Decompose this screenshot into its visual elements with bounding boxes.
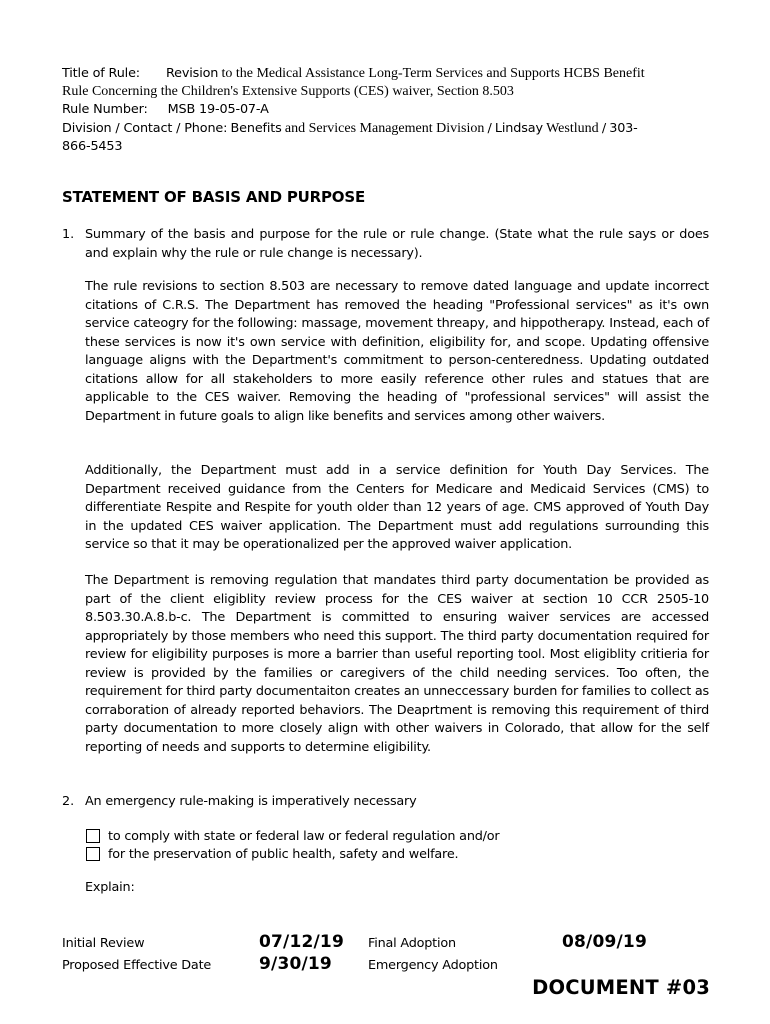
phone-continued [62,137,712,156]
initial-review-label: Initial Review [62,936,145,951]
checkbox-public-health[interactable] [86,847,100,861]
emergency-adoption-label: Emergency Adoption [368,958,498,973]
final-adoption-label: Final Adoption [368,936,456,951]
item2-number: 2. [62,794,75,809]
contact-last-name: Westlund [546,121,599,136]
division-name: and Services Management Division [284,121,485,136]
document-id: DOCUMENT #03 [532,976,710,999]
division-separator: / [487,121,492,136]
item1-number: 1. [62,227,75,242]
section-heading: STATEMENT OF BASIS AND PURPOSE [62,188,366,206]
division-label: Division / Contact / Phone: [62,121,228,136]
phone-part1: 303- [609,121,638,136]
item1-paragraph-3: The Department is removing regulation that mandates third party documentation be provided as part of the client eligiblity review process for the CES waiver at section 10 CCR 2505-10 8.503.30.A.8.b-c. The Department is committed to ensuring waiver services are accessed appropriately by those members who need this support. The third party documentation required for review for eligibility purposes is more a barrier than useful reporting tool. Most eligiblity critieria for review is provided by the families or caregivers of the child needing services. Too often, the requirement for third party documentaiton creates an unneccessary burden for families to collect as corraboration of already reported behaviors. The Deaprtment is removing this requirement of third party documentation to more closely align with other waivers in Colorado, that allow for the self reporting of needs and supports to determine eligibility. [85,573,709,755]
title-of-rule [62,64,712,83]
emergency-option-law[interactable] [86,827,499,845]
item1-question: Summary of the basis and purpose for the rule or rule change. (State what the rule says or does and explain why the rule or rule change is necessary). [85,227,709,261]
initial-review-date: 07/12/19 [259,932,344,952]
checkbox-public-health-label: for the preservation of public health, safety and welfare. [108,846,459,862]
phone-part2: 866-5453 [62,139,123,154]
item1-paragraph-2: Additionally, the Department must add in a service definition for Youth Day Services. The Department received guidance from the Centers for Medicare and Medicaid Services (CMS) to differentiate Respite and Respite for youth older than 12 years of age. CMS approved of Youth Day in the updated CES waiver application. The Department must add regulations surrounding this service so that it may be operationalized per the approved waiver application. [85,463,709,552]
proposed-effective-label: Proposed Effective Date [62,958,212,973]
phone-separator: / [601,121,606,136]
emergency-option-public-health[interactable] [86,845,458,863]
title-text-line1: to the Medical Assistance Long-Term Services and Supports HCBS Benefit [221,66,645,81]
title-lead: Revision [165,66,219,81]
division-lead: Benefits [230,121,282,136]
explain-label: Explain: [85,880,135,895]
rule-number-label: Rule Number: [62,102,148,117]
item1-paragraph-1: The rule revisions to section 8.503 are necessary to remove dated language and update incorrect citations of C.R.S. The Department has removed the heading "Professional services" as it's own service cateogry for the following: massage, movement threapy, and hippotherapy. Instead, each of these services is now it's own service with definition, eligibility for, and scope. Updating offensive language aligns with the Department's commitment to person-centeredness. Updating outdated citations allow for all stakeholders to more easily reference other rules and statues that are applicable to the CES waiver. Removing the heading of "professional services" will assist the Department in future goals to align like benefits and services among other waivers. [85,279,709,424]
final-adoption-date: 08/09/19 [562,932,647,952]
title-text-line2: Rule Concerning the Children's Extensive Supports (CES) waiver, Section 8.503 [62,84,514,99]
item2-question: An emergency rule-making is imperatively necessary [85,794,417,809]
title-of-rule-cont [62,82,712,101]
checkbox-law[interactable] [86,829,100,843]
proposed-effective-date: 9/30/19 [259,954,332,974]
division-contact-phone [62,119,712,138]
rule-number-value: MSB 19-05-07-A [167,102,269,117]
contact-first-name: Lindsay [494,121,543,136]
title-label: Title of Rule: [62,66,140,81]
checkbox-law-label: to comply with state or federal law or federal regulation and/or [108,828,500,844]
rule-number [62,100,712,119]
